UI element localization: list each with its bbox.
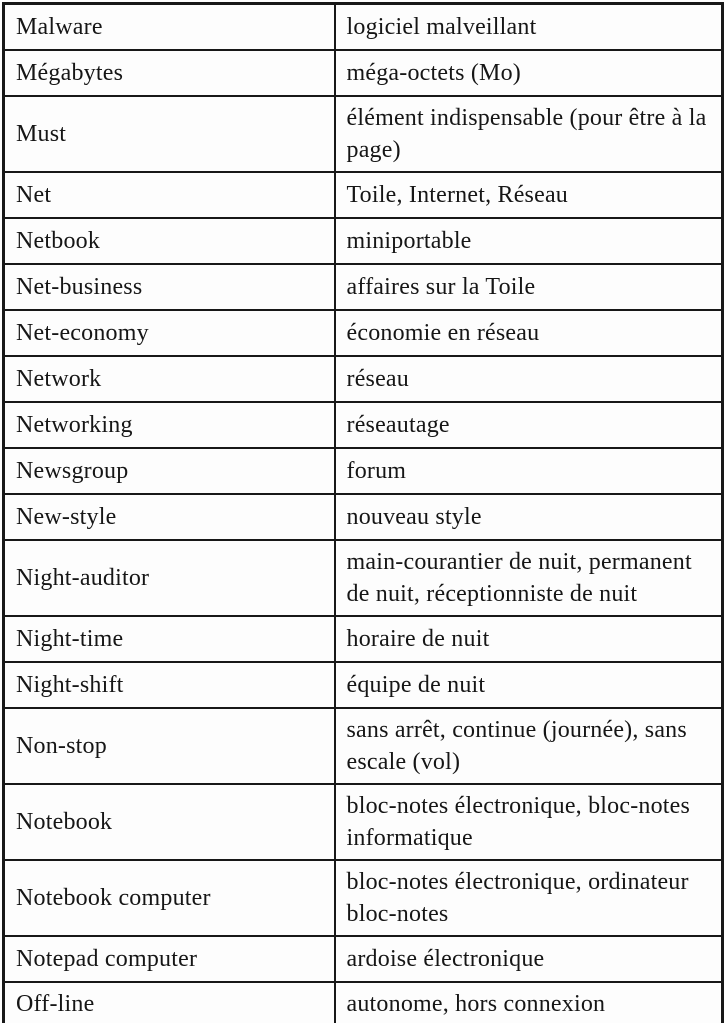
table-row — [4, 784, 723, 860]
term-cell: Notebook computer — [4, 860, 335, 936]
translation-cell: affaires sur la Toile — [335, 264, 723, 310]
term-cell: Net-business — [4, 264, 335, 310]
translation-cell: Toile, Internet, Réseau — [335, 172, 723, 218]
table-row — [4, 860, 723, 936]
table-row — [4, 218, 723, 264]
translation-cell: ardoise électronique — [335, 936, 723, 982]
translation-cell: logiciel malveillant — [335, 4, 723, 50]
table-row — [4, 96, 723, 172]
term-cell: Mégabytes — [4, 50, 335, 96]
translation-cell: réseau — [335, 356, 723, 402]
translation-cell: élément indispensable (pour être à la page) — [335, 96, 723, 172]
term-cell: Night-time — [4, 616, 335, 662]
table-row — [4, 982, 723, 1023]
table-row — [4, 4, 723, 50]
translation-cell: autonome, hors connexion — [335, 982, 723, 1023]
translation-cell: horaire de nuit — [335, 616, 723, 662]
table-row — [4, 708, 723, 784]
translation-cell: main-courantier de nuit, permanent de nuit, réceptionniste de nuit — [335, 540, 723, 616]
table-row — [4, 936, 723, 982]
table-row — [4, 494, 723, 540]
translation-cell: forum — [335, 448, 723, 494]
translation-cell: économie en réseau — [335, 310, 723, 356]
term-cell: Network — [4, 356, 335, 402]
translation-cell: miniportable — [335, 218, 723, 264]
term-cell: Night-auditor — [4, 540, 335, 616]
translation-cell: réseautage — [335, 402, 723, 448]
term-cell: New-style — [4, 494, 335, 540]
term-cell: Must — [4, 96, 335, 172]
term-cell: Off-line — [4, 982, 335, 1023]
table-row — [4, 402, 723, 448]
term-cell: Non-stop — [4, 708, 335, 784]
table-row — [4, 50, 723, 96]
term-cell: Netbook — [4, 218, 335, 264]
translation-cell: méga-octets (Mo) — [335, 50, 723, 96]
translation-cell: bloc-notes électronique, ordinateur bloc-notes — [335, 860, 723, 936]
table-row — [4, 662, 723, 708]
term-cell: Notepad computer — [4, 936, 335, 982]
translation-cell: nouveau style — [335, 494, 723, 540]
term-cell: Notebook — [4, 784, 335, 860]
glossary-table-body — [4, 4, 723, 1023]
table-row — [4, 616, 723, 662]
translation-cell: sans arrêt, continue (journée), sans escale (vol) — [335, 708, 723, 784]
table-row — [4, 540, 723, 616]
translation-cell: équipe de nuit — [335, 662, 723, 708]
table-row — [4, 310, 723, 356]
translation-cell: bloc-notes électronique, bloc-notes informatique — [335, 784, 723, 860]
term-cell: Newsgroup — [4, 448, 335, 494]
table-row — [4, 448, 723, 494]
table-row — [4, 172, 723, 218]
term-cell: Net — [4, 172, 335, 218]
glossary-table — [2, 2, 724, 1023]
term-cell: Night-shift — [4, 662, 335, 708]
table-row — [4, 264, 723, 310]
term-cell: Malware — [4, 4, 335, 50]
table-row — [4, 356, 723, 402]
term-cell: Net-economy — [4, 310, 335, 356]
term-cell: Networking — [4, 402, 335, 448]
